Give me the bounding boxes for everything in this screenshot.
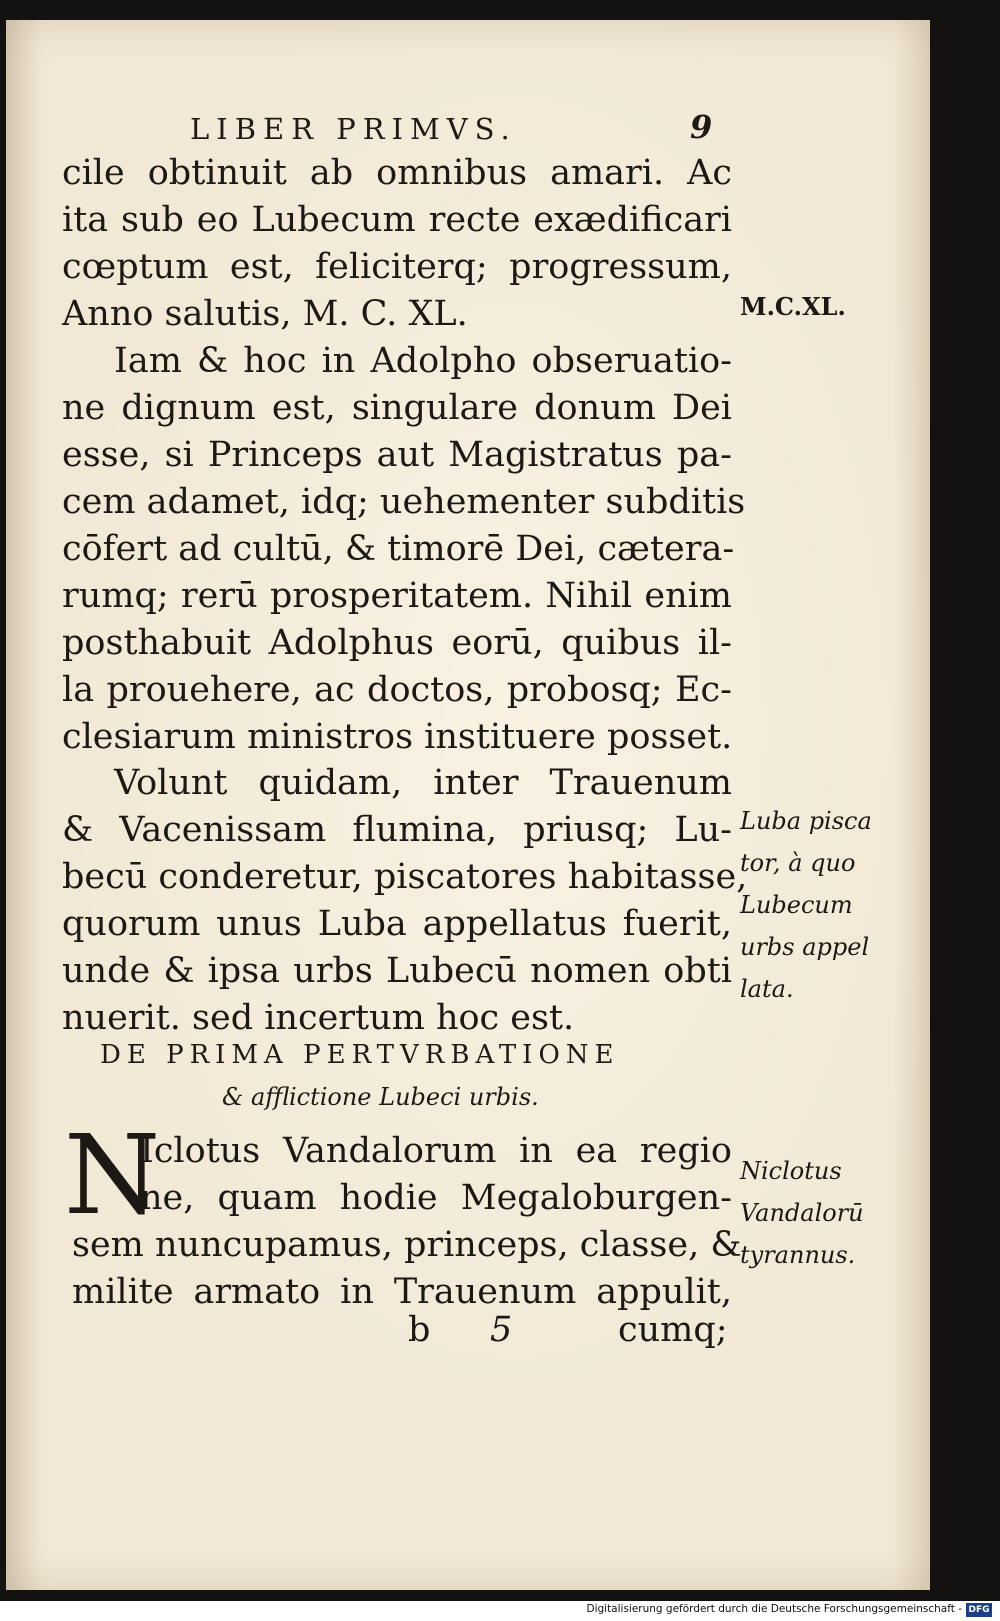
text-line: Anno salutis, M. C. XL. bbox=[62, 294, 468, 334]
text-line: milite armato in Trauenum appulit, bbox=[72, 1272, 732, 1312]
running-head: LIBER PRIMVS. bbox=[190, 112, 517, 146]
text-line: ne, quam hodie Megaloburgen- bbox=[140, 1178, 732, 1218]
page-number: 9 bbox=[690, 108, 713, 146]
text-line: quorum unus Luba appellatus fuerit, bbox=[62, 904, 732, 944]
text-line: ne dignum est, singulare donum Dei bbox=[62, 388, 732, 428]
marginal-line: Niclotus bbox=[740, 1157, 842, 1185]
section-heading: DE PRIMA PERTVRBATIONE bbox=[100, 1040, 620, 1070]
signature-mark: b bbox=[408, 1310, 431, 1350]
marginal-line: lata. bbox=[740, 975, 794, 1003]
text-line: cœptum est, feliciterq; progressum, bbox=[62, 247, 732, 287]
marginal-line: Lubecum bbox=[740, 891, 853, 919]
text-line: nuerit. sed incertum hoc est. bbox=[62, 998, 575, 1038]
signature-number: 5 bbox=[490, 1310, 513, 1350]
paragraph-3 bbox=[62, 760, 748, 1042]
text-line: cōfert ad cultū, & timorē Dei, cætera- bbox=[62, 529, 735, 569]
text-line: cem adamet, idq; uehementer subditis bbox=[62, 482, 746, 522]
text-line: esse, si Princeps aut Magistratus pa- bbox=[62, 435, 732, 475]
marginal-line: urbs appel bbox=[740, 933, 870, 961]
catchword: cumq; bbox=[618, 1310, 728, 1350]
text-line: Iam & hoc in Adolpho obseruatio- bbox=[114, 341, 732, 381]
text-line: ita sub eo Lubecum recte exædificari bbox=[62, 200, 732, 240]
text-line: cile obtinuit ab omnibus amari. Ac bbox=[62, 153, 732, 193]
text-line: & Vacenissam flumina, priusq; Lu- bbox=[62, 810, 732, 850]
paragraph-4-continued bbox=[72, 1222, 742, 1316]
marginal-note-luba bbox=[740, 800, 890, 1010]
text-line: clesiarum ministros instituere posset. bbox=[62, 717, 733, 757]
text-line: la prouehere, ac doctos, probosq; Ec- bbox=[62, 670, 732, 710]
text-line: Volunt quidam, inter Trauenum bbox=[114, 763, 732, 803]
paragraph-1 bbox=[62, 150, 732, 338]
section-subheading: & afflictione Lubeci urbis. bbox=[222, 1083, 539, 1111]
paragraph-4-initial-lines bbox=[140, 1128, 732, 1222]
text-line: becū conderetur, piscatores habitasse, bbox=[62, 857, 748, 897]
marginal-line: Luba pisca bbox=[740, 807, 872, 835]
dfg-logo: DFG bbox=[966, 1603, 992, 1617]
paragraph-2 bbox=[62, 338, 746, 761]
text-line: rumq; rerū prosperitatem. Nihil enim bbox=[62, 576, 732, 616]
marginal-line: Vandalorū bbox=[740, 1199, 864, 1227]
text-line: sem nuncupamus, princeps, classe, & bbox=[72, 1225, 742, 1265]
marginal-line: tyrannus. bbox=[740, 1241, 856, 1269]
footer-credit-text: Digitalisierung gefördert durch die Deutsche Forschungsgemeinschaft - bbox=[586, 1603, 962, 1615]
marginal-note-niclotus bbox=[740, 1150, 890, 1276]
text-line: unde & ipsa urbs Lubecū nomen obti bbox=[62, 951, 732, 991]
marginal-line: tor, à quo bbox=[740, 849, 856, 877]
marginal-line: M.C.XL. bbox=[740, 292, 846, 321]
marginal-note-date bbox=[740, 292, 890, 322]
drop-cap-initial: N bbox=[64, 1111, 161, 1239]
text-line: Iclotus Vandalorum in ea regio bbox=[140, 1131, 732, 1171]
text-line: posthabuit Adolphus eorū, quibus il- bbox=[62, 623, 732, 663]
